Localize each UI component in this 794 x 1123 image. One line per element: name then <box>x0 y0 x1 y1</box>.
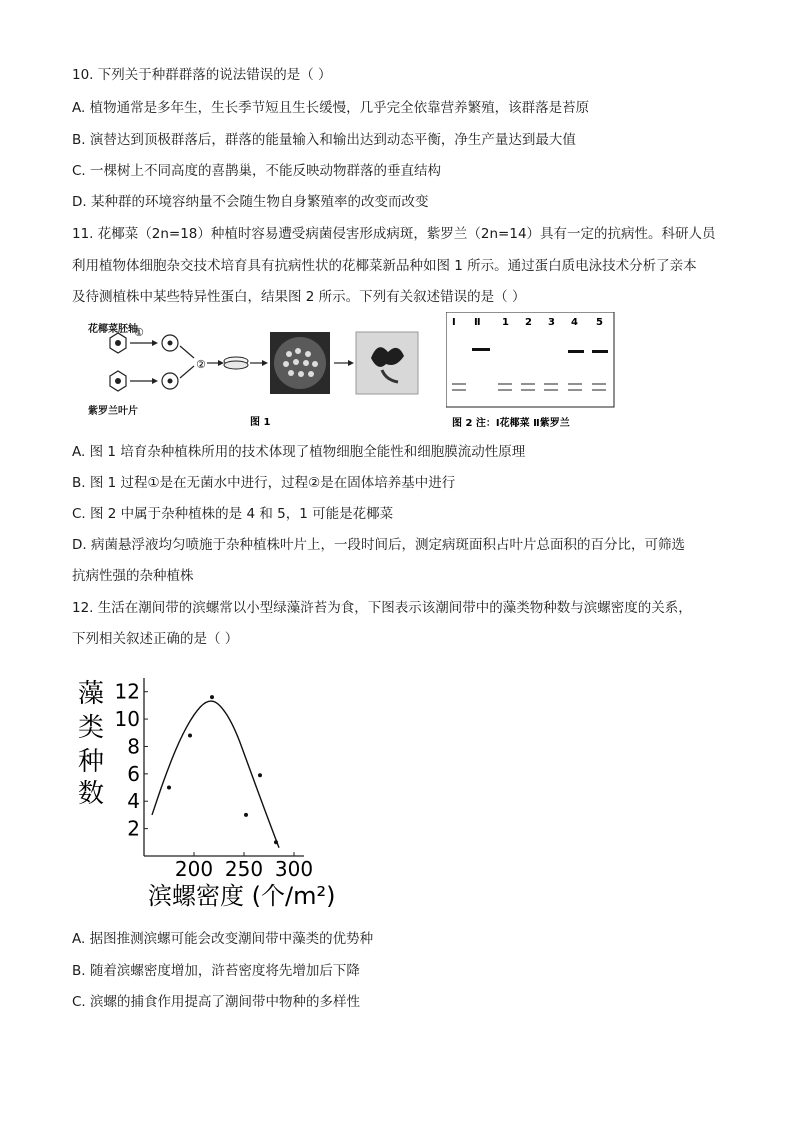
data-point <box>188 734 192 738</box>
q10-option-a: A. 植物通常是多年生，生长季节短且生长缓慢，几乎完全依靠营养繁殖，该群落是苔原 <box>72 100 590 116</box>
figure-1-drawing <box>86 318 432 432</box>
band-lane-II-upper <box>472 348 490 351</box>
y-tick-label: 8 <box>127 734 140 759</box>
y-tick-label: 12 <box>114 679 140 704</box>
step-1-label: ① <box>134 326 144 339</box>
lane-label-2: 2 <box>525 317 532 328</box>
band-lane-4-upper <box>568 350 584 353</box>
q11-option-d-cont: 抗病性强的杂种植株 <box>72 568 194 584</box>
figure-2-gel <box>446 312 624 436</box>
y-tick-label: 10 <box>114 707 140 732</box>
lane-label-I: Ⅰ <box>452 317 456 328</box>
y-tick-label: 2 <box>127 816 140 841</box>
x-tick-label: 300 <box>274 857 314 881</box>
y-label-char-2: 类 <box>78 713 105 743</box>
label-violet-leaf: 紫罗兰叶片 <box>88 406 138 417</box>
q11-option-c: C. 图 2 中属于杂种植株的是 4 和 5，1 可能是花椰菜 <box>72 506 394 522</box>
q10-option-b: B. 演替达到顶极群落后，群落的能量输入和输出达到动态平衡，净生产量达到最大值 <box>72 132 576 148</box>
figure-1-caption: 图 1 <box>250 417 271 428</box>
data-point <box>210 695 214 699</box>
lane-label-II: Ⅱ <box>474 317 481 328</box>
data-point <box>244 813 248 817</box>
q12-option-c: C. 滨螺的捕食作用提高了潮间带中物种的多样性 <box>72 994 361 1010</box>
q10-option-c: C. 一棵树上不同高度的喜鹊巢，不能反映动物群落的垂直结构 <box>72 163 442 179</box>
q12-stem-line-1: 12. 生活在潮间带的滨螺常以小型绿藻浒苔为食，下图表示该潮间带中的藻类物种数与滨螺密度的关系， <box>72 600 692 616</box>
y-tick-label: 6 <box>127 761 140 786</box>
q11-stem-line-1: 11. 花椰菜（2n=18）种植时容易遭受病菌侵害形成病斑，紫罗兰（2n=14）具有一定的抗病性。科研人员 <box>72 226 716 242</box>
y-label-char-3: 种 <box>78 747 105 777</box>
label-cauliflower-hypocotyl: 花椰菜胚轴 <box>88 324 138 335</box>
q12-option-b: B. 随着滨螺密度增加，浒苔密度将先增加后下降 <box>72 963 360 979</box>
figure-2 <box>446 312 624 436</box>
lane-label-5: 5 <box>596 317 603 328</box>
q10-stem: 10. 下列关于种群群落的说法错误的是（ ） <box>72 67 332 83</box>
chart-canvas <box>72 662 362 922</box>
y-label-char-1: 藻 <box>78 679 105 709</box>
data-point <box>274 840 278 844</box>
lane-label-1: 1 <box>502 317 509 328</box>
q11-stem-line-3: 及待测植株中某些特异性蛋白，结果图 2 所示。下列有关叙述错误的是（ ） <box>72 289 526 305</box>
x-tick-label: 250 <box>224 857 264 881</box>
q11-option-d: D. 病菌悬浮液均匀喷施于杂种植株叶片上，一段时间后，测定病斑面积占叶片总面积的百分比，可筛选 <box>72 537 685 553</box>
q10-option-d: D. 某种群的环境容纳量不会随生物自身繁殖率的改变而改变 <box>72 194 429 210</box>
q11-stem-line-2: 利用植物体细胞杂交技术培育具有抗病性状的花椰菜新品种如图 1 所示。通过蛋白质电泳技术分析了亲本 <box>72 258 697 274</box>
snail-density-chart <box>72 662 362 922</box>
lane-label-3: 3 <box>548 317 555 328</box>
y-label-char-4: 数 <box>78 779 105 809</box>
data-point <box>258 773 262 777</box>
figure-1 <box>86 318 432 432</box>
lane-label-4: 4 <box>571 317 578 328</box>
q11-option-a: A. 图 1 培育杂种植株所用的技术体现了植物细胞全能性和细胞膜流动性原理 <box>72 444 526 460</box>
x-axis-label: 滨螺密度 (个/m²) <box>148 882 336 910</box>
q12-stem-line-2: 下列相关叙述正确的是（ ） <box>72 631 239 647</box>
step-2-label: ② <box>196 358 206 371</box>
q12-option-a: A. 据图推测滨螺可能会改变潮间带中藻类的优势种 <box>72 931 374 947</box>
x-tick-label: 200 <box>174 857 214 881</box>
y-tick-label: 4 <box>127 789 140 814</box>
data-point <box>167 786 171 790</box>
q11-option-b: B. 图 1 过程①是在无菌水中进行，过程②是在固体培养基中进行 <box>72 475 456 491</box>
figure-2-caption: 图 2 注：Ⅰ花椰菜 Ⅱ紫罗兰 <box>452 418 570 429</box>
band-lane-5-upper <box>592 350 608 353</box>
